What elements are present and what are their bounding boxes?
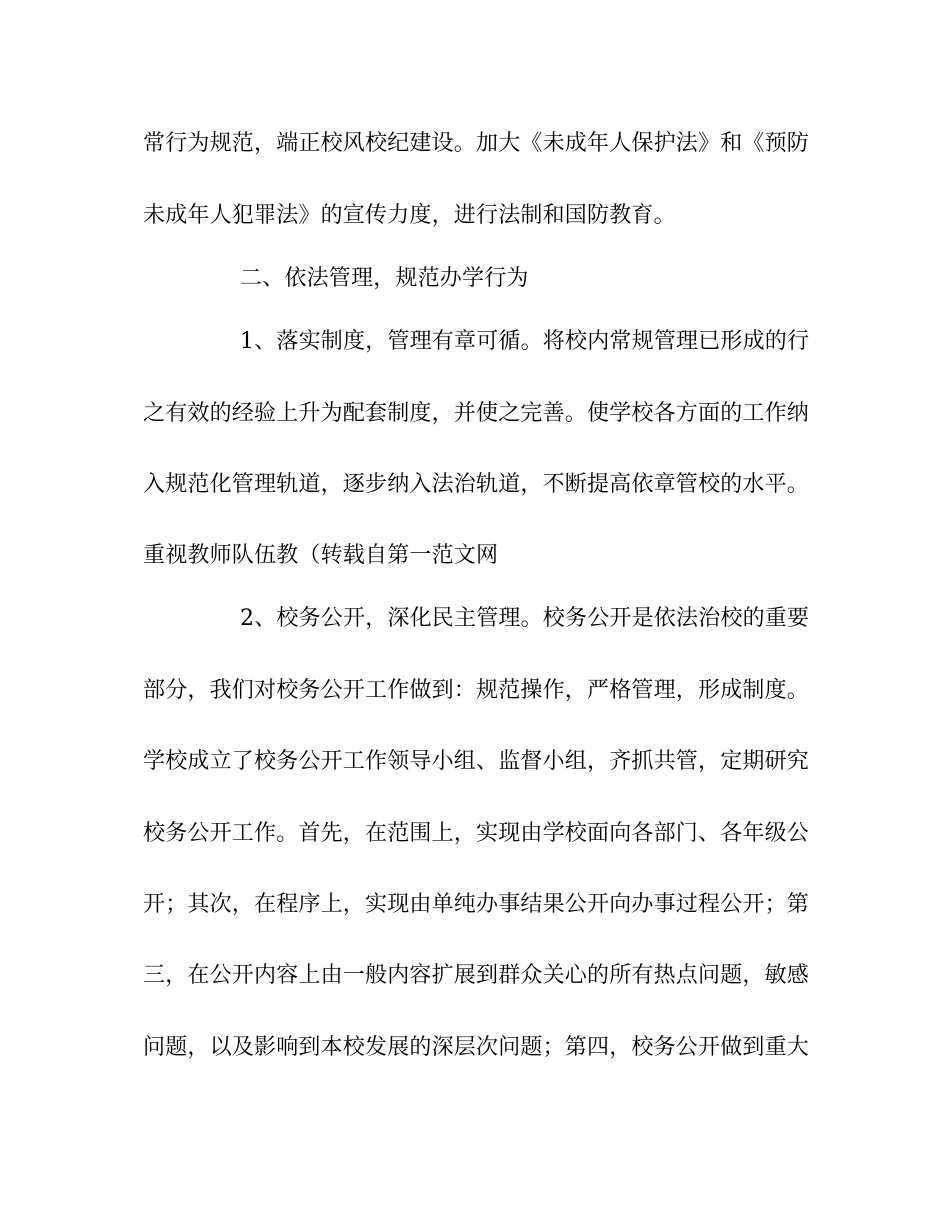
text-line-11: 校务公开工作。首先，在范围上，实现由学校面向各部门、各年级公 (143, 821, 810, 846)
text-line-8: 2、校务公开，深化民主管理。校务公开是依法治校的重要 (240, 606, 810, 631)
text-line-5: 之有效的经验上升为配套制度，并使之完善。使学校各方面的工作纳 (143, 401, 810, 426)
text-line-2: 未成年人犯罪法》的宣传力度，进行法制和国防教育。 (143, 203, 676, 228)
text-line-10: 学校成立了校务公开工作领导小组、监督小组，齐抓共管，定期研究 (143, 749, 810, 774)
text-line-4: 1、落实制度，管理有章可循。将校内常规管理已形成的行 (240, 329, 810, 354)
text-line-13: 三，在公开内容上由一般内容扩展到群众关心的所有热点问题，敏感 (143, 963, 810, 988)
section-heading: 二、依法管理，规范办学行为 (240, 266, 529, 291)
text-line-7: 重视教师队伍教（转载自第一范文网 (143, 543, 499, 568)
text-line-14: 问题，以及影响到本校发展的深层次问题；第四，校务公开做到重大 (143, 1035, 810, 1060)
text-line-6: 入规范化管理轨道，逐步纳入法治轨道，不断提高依章管校的水平。 (143, 472, 810, 497)
text-line-9: 部分，我们对校务公开工作做到：规范操作，严格管理，形成制度。 (143, 678, 810, 703)
text-line-12: 开；其次，在程序上，实现由单纯办事结果公开向办事过程公开；第 (143, 892, 810, 917)
text-line-1: 常行为规范，端正校风校纪建设。加大《未成年人保护法》和《预防 (143, 131, 810, 156)
